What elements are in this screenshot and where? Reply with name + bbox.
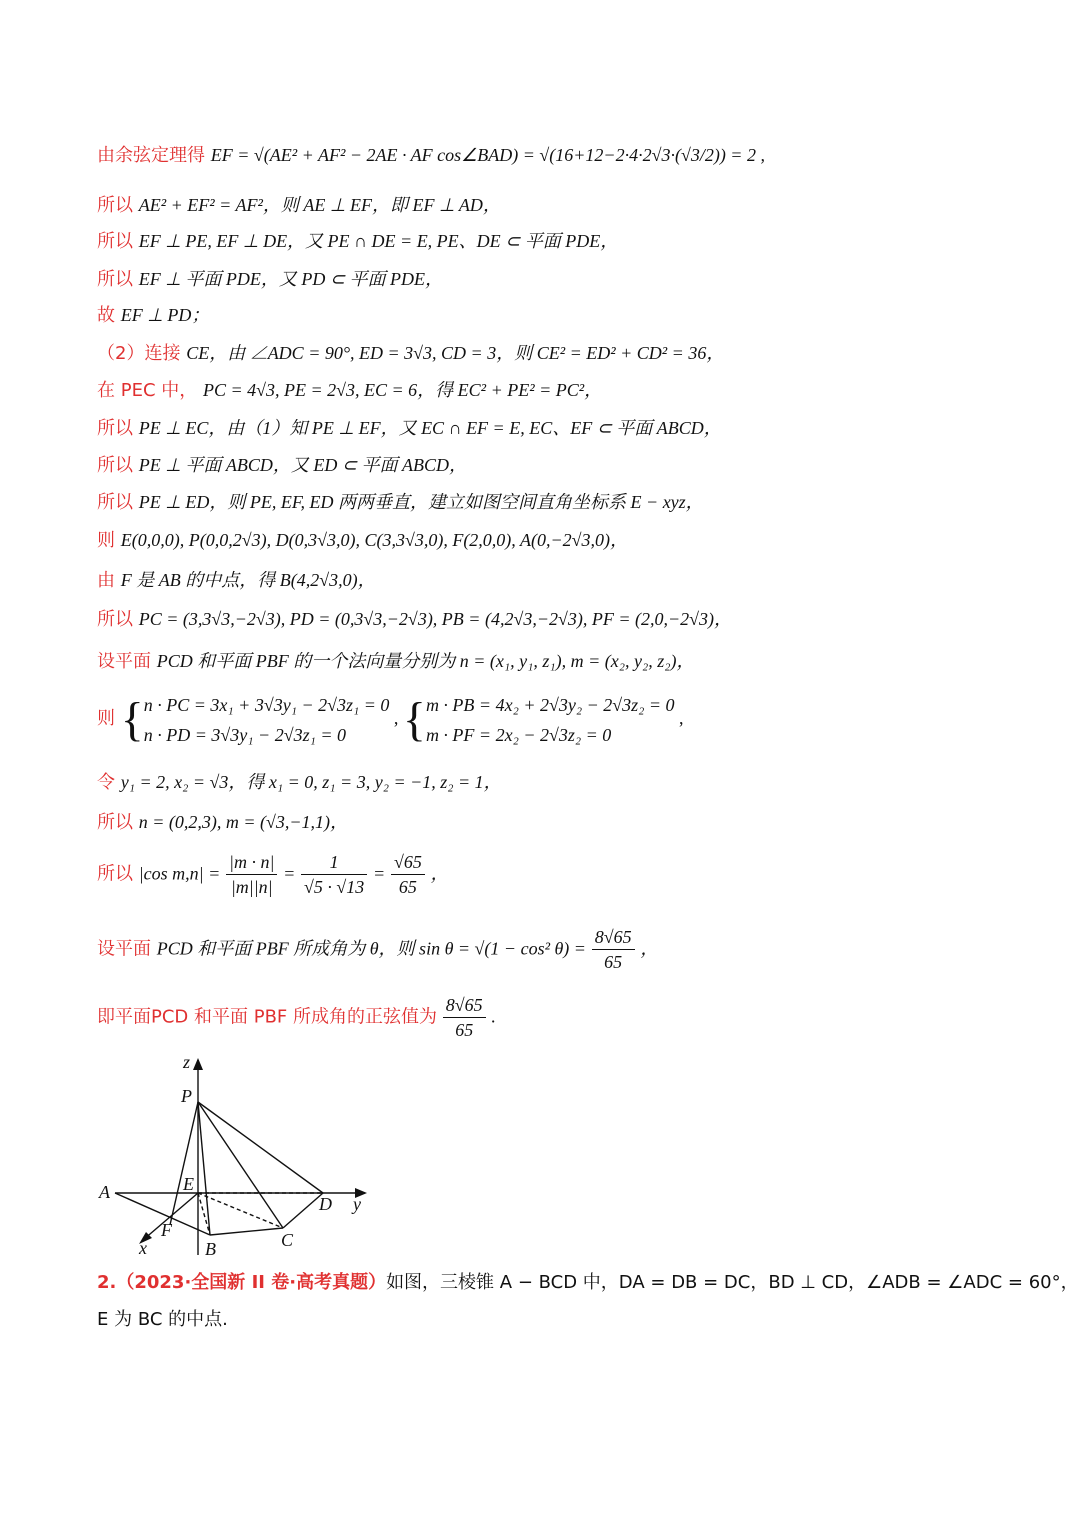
frac-1-den: |m||n| — [230, 877, 273, 897]
label-P: P — [181, 1086, 192, 1106]
solution-line-4: 所以 EF ⊥ 平面 PDE，又 PD ⊂ 平面 PDE， — [97, 269, 443, 290]
problem-2-source: 2.（2023·全国新 II 卷·高考真题） — [97, 1272, 387, 1293]
problem-2-text: 如图，三棱锥 A − BCD 中，DA = DB = DC，BD ⊥ CD，∠ADB = ∠ADC = 60°， — [386, 1272, 1079, 1293]
frac-2-den: √5 · √13 — [304, 877, 365, 897]
label-z: z — [183, 1052, 191, 1072]
final-frac-den: 65 — [455, 1020, 474, 1040]
solution-line-7: 在 PEC 中， PC = 4√3, PE = 2√3, EC = 6，得 EC² + PE² = PC²， — [97, 380, 603, 401]
solution-line-1: 由余弦定理得 EF = √(AE² + AF² − 2AE · AF cos∠BAD) = √(16+12−2·4·2√3·(√3/2)) = 2 , — [97, 145, 765, 166]
system-right-eq-2: m · PF = 2x₂ − 2√3z₂ = 0 — [425, 725, 612, 745]
system-left-eq-1: n · PC = 3x₁ + 3√3y₁ − 2√3z₁ = 0 — [143, 695, 390, 715]
equation-system: 则 { n · PC = 3x₁ + 3√3y₁ − 2√3z₁ = 0 n · PD = 3√3y₁ − 2√3z₁ = 0 , { m · PB = 4x₂ + 2√3y₂ − 2√3z₂ = 0 m · PF = 2x₂ − 2√3z₂ = 0 , — [97, 690, 684, 750]
solution-line-3: 所以 EF ⊥ PE, EF ⊥ DE，又 PE ∩ DE = E, PE、DE ⊂ 平面 PDE， — [97, 231, 619, 252]
solution-line-15: 令 y₁ = 2, x₂ = √3，得 x₁ = 0, z₁ = 3, y₂ = −1, z₂ = 1， — [97, 772, 502, 793]
solution-line-6: （2）连接 CE，由 ∠ADC = 90°, ED = 3√3, CD = 3，则 CE² = ED² + CD² = 36， — [97, 343, 725, 364]
frac-1-num: |m · n| — [226, 850, 277, 875]
label-C: C — [281, 1230, 294, 1250]
cos-formula-line: 所以 |cos m,n| = $\frac{|m \cdot n|}{|m||n|}$ = $\frac{1}{√5 \cdot √13}$ = $\frac{√65}{65}$ ， — [97, 852, 449, 897]
solution-line-13: 所以 PC = (3,3√3,−2√3), PD = (0,3√3,−2√3), PB = (4,2√3,−2√3), PF = (2,0,−2√3)， — [97, 609, 732, 630]
label-x: x — [139, 1238, 147, 1258]
problem-2-line-2: E 为 BC 的中点. — [97, 1309, 228, 1330]
system-left-eq-2: n · PD = 3√3y₁ − 2√3z₁ = 0 — [143, 725, 346, 745]
solution-line-14: 设平面 PCD 和平面 PBF 的一个法向量分别为 n = (x₁, y₁, z₁), m = (x₂, y₂, z₂)， — [97, 651, 695, 672]
problem-2-line-1 — [97, 1271, 1079, 1295]
sin-frac-num: 8√65 — [592, 925, 635, 950]
hidden-EC — [198, 1193, 283, 1228]
edge-PC — [198, 1102, 283, 1228]
pyramid-figure — [95, 1050, 385, 1265]
label-B: B — [205, 1239, 216, 1259]
edge-CD — [283, 1193, 323, 1228]
system-right-eq-1: m · PB = 4x₂ + 2√3y₂ − 2√3z₂ = 0 — [425, 695, 675, 715]
solution-line-11: 则 E(0,0,0), P(0,0,2√3), D(0,3√3,0), C(3,3√3,0), F(2,0,0), A(0,−2√3,0)， — [97, 530, 628, 551]
final-answer-line: 即平面PCD 和平面 PBF 所成角的正弦值为 $\frac{8√65}{65}$ . — [97, 995, 496, 1040]
frac-3-den: 65 — [398, 877, 417, 897]
edge-PF — [170, 1102, 198, 1225]
z-axis-arrow — [193, 1058, 203, 1070]
label-E: E — [183, 1174, 194, 1194]
solution-line-12: 由 F 是 AB 的中点，得 B(4,2√3,0)， — [97, 570, 376, 591]
label-y: y — [353, 1194, 361, 1214]
solution-line-2: 所以 AE² + EF² = AF²，则 AE ⊥ EF，即 EF ⊥ AD， — [97, 195, 501, 216]
final-frac-num: 8√65 — [443, 993, 486, 1018]
label-D: D — [319, 1194, 332, 1214]
frac-2-num: 1 — [301, 850, 367, 875]
solution-line-16: 所以 n = (0,2,3), m = (√3,−1,1)， — [97, 812, 349, 833]
label-A: A — [99, 1182, 110, 1202]
solution-line-5: 故 EF ⊥ PD； — [97, 305, 210, 326]
sin-formula-line: 设平面 PCD 和平面 PBF 所成角为 θ，则 sin θ = √(1 − cos² θ) = $\frac{8√65}{65}$ ， — [97, 927, 659, 972]
frac-3-num: √65 — [391, 850, 425, 875]
solution-line-8: 所以 PE ⊥ EC，由（1）知 PE ⊥ EF，又 EC ∩ EF = E, EC、EF ⊂ 平面 ABCD， — [97, 418, 722, 439]
solution-line-10: 所以 PE ⊥ ED，则 PE, EF, ED 两两垂直，建立如图空间直角坐标系 E − xyz， — [97, 492, 704, 513]
edge-PD — [198, 1102, 323, 1193]
label-F: F — [161, 1220, 172, 1240]
edge-BC — [210, 1228, 283, 1235]
sin-frac-den: 65 — [604, 952, 623, 972]
solution-line-9: 所以 PE ⊥ 平面 ABCD，又 ED ⊂ 平面 ABCD， — [97, 455, 467, 476]
